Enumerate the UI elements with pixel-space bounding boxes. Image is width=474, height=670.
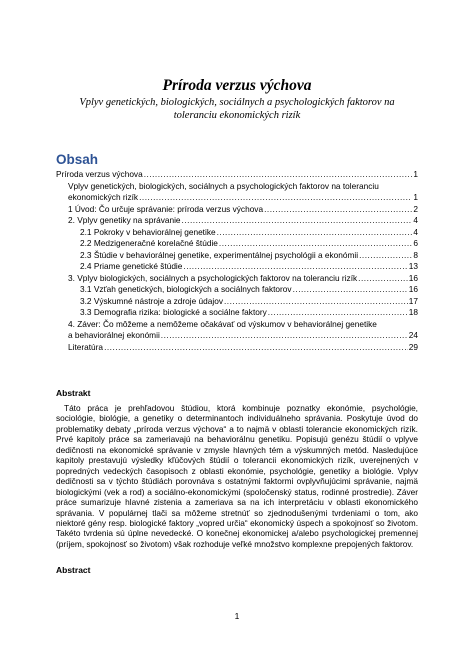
- toc-dot-leader: [268, 307, 408, 319]
- toc-dot-leader: [359, 250, 412, 262]
- toc-entry[interactable]: [80, 250, 418, 262]
- toc-dot-leader: [358, 273, 408, 285]
- toc-entry-page: 6: [413, 238, 418, 248]
- toc-entry[interactable]: [80, 296, 418, 308]
- toc-entry-page: 13: [408, 261, 418, 271]
- toc-entry-page: 16: [408, 272, 418, 283]
- page-number: 1: [234, 611, 240, 621]
- toc-entry-page: 4: [413, 215, 418, 225]
- toc-entry-page: 8: [413, 249, 418, 260]
- document-title: Príroda verzus výchova: [162, 77, 312, 94]
- toc-dot-leader: [161, 330, 408, 342]
- toc-dot-leader: [219, 238, 412, 250]
- toc-dot-leader: [217, 227, 413, 239]
- toc-entry-label: Príroda verzus výchova: [56, 169, 143, 179]
- toc-heading: Obsah: [56, 152, 99, 167]
- toc-entry[interactable]: [56, 169, 418, 181]
- toc-entry-label: Literatúra: [68, 341, 104, 352]
- toc-entry-label: 4. Záver: Čo môžeme a nemôžeme očakávať od výskumov v behaviorálnej genetike: [68, 318, 377, 329]
- toc-entry-label: 3.1 Vzťah genetických, biologických a sociálnych faktorov: [80, 284, 292, 294]
- abstract-body: Táto práca je prehľadovou štúdiou, ktorá kombinuje poznatky ekonómie, psychológie, sociológie, biológie, a genetiky o determinantoch individuálneho správania. Poskytuje úvod do problematiky debaty „príroda verzus výchova“ a to najmä v oblasti tolerancie ekonomických rizík. Prvé kapitoly práce sa zameriavajú na behaviorálnu genetiku. Popisujú genézu štúdií o vplyve dedičnosti na ekonomické správanie v zmysle hlavných tém a výskumných metód. Nasledujúce kapitoly prestavujú výsledky kľúčových štúdií o tolerancii ekonomických rizík, uverejnených v popredných vedeckých časopisoch z oblasti ekonómie, psychológie, genetiky a biológie. Vplyv dedičnosti sa v týchto štúdiách porovnáva s ostatnými faktormi ovplyvňujúcimi správanie, najmä biologickými (vek a rod) a sociálno-ekonomickými (spoločenský status, rodinné prostredie). Záver práce sumarizuje hlavné zistenia a zameriava sa na ich interpretáciu v oblasti ekonomického správania. V populárnej tlači sa môžeme stretnúť so zjednodušenými tvrdeniami o tom, ako niektoré gény resp. biologické faktory „vopred určia“ ekonomický úspech a spokojnosť so životom. Takéto tvrdenia sú úplne nevedecké. O konečnej ekonomickej a/alebo psychologickej premennej (príjem, spokojnosť so životom) však rozhoduje veľké množstvo komplexne prepojených faktorov.: [56, 403, 418, 549]
- toc-entry[interactable]: [80, 284, 418, 296]
- toc-dot-leader: [104, 342, 408, 354]
- toc-entry-label: 2.1 Pokroky v behaviorálnej genetike: [80, 226, 216, 237]
- toc-entry[interactable]: [68, 319, 418, 342]
- toc-entry[interactable]: [68, 342, 418, 354]
- toc-entry-label: 3.3 Demografia rizika: biologické a sociálne faktory: [80, 307, 267, 317]
- toc-dot-leader: [183, 261, 407, 273]
- toc-entry[interactable]: [68, 204, 418, 216]
- toc-entry-page: 1: [413, 192, 418, 202]
- document-subtitle: Vplyv genetických, biologických, sociálnych a psychologických faktorov na toleranciu ekonomických rizík: [79, 97, 395, 121]
- toc-entry-label: 1 Úvod: Čo určuje správanie: príroda verzus výchova: [68, 203, 264, 214]
- toc-entry-label: 2.4 Priame genetické štúdie: [80, 261, 183, 271]
- toc-entry-label-continued: ekonomických rizík: [68, 192, 139, 202]
- toc-dot-leader: [182, 215, 413, 227]
- toc-entry-page: 4: [413, 226, 418, 237]
- abstract-heading: Abstrakt: [56, 388, 91, 398]
- toc-entry-page: 29: [408, 341, 418, 352]
- toc-entry[interactable]: [68, 273, 418, 285]
- toc-entry[interactable]: [80, 261, 418, 273]
- toc-entry-label: 2.2 Medzigeneračné korelačné štúdie: [80, 238, 218, 248]
- toc-entry[interactable]: [80, 307, 418, 319]
- toc-entry[interactable]: [68, 181, 418, 204]
- toc-entry-label: Vplyv genetických, biologických, sociálnych a psychologických faktorov na toleranciu: [68, 180, 379, 191]
- toc-dot-leader: [144, 169, 413, 181]
- toc-entry-page: 1: [413, 169, 418, 179]
- toc-entry-label-continued: a behaviorálnej ekonómii: [68, 330, 160, 340]
- toc-entry[interactable]: [68, 215, 418, 227]
- toc-entry-page: 18: [408, 307, 418, 317]
- toc-entry-label: 3. Vplyv biologických, sociálnych a psychologických faktorov na toleranciu rizík: [68, 272, 358, 283]
- toc-dot-leader: [293, 284, 408, 296]
- abstract-heading-english: Abstract: [56, 565, 91, 575]
- toc-dot-leader: [264, 204, 412, 216]
- toc-entry-label: 2. Vplyv genetiky na správanie: [68, 215, 181, 225]
- toc-entry-page: 24: [408, 330, 418, 340]
- toc-entry-label: 2.3 Štúdie v behaviorálnej genetike, experimentálnej psychológii a ekonómii: [80, 249, 359, 260]
- toc-entry[interactable]: [80, 227, 418, 239]
- toc-entry-label: 3.2 Výskumné nástroje a zdroje údajov: [80, 295, 223, 306]
- toc-entry-page: 2: [413, 203, 418, 214]
- table-of-contents: [56, 169, 418, 353]
- toc-dot-leader: [139, 192, 412, 204]
- toc-entry[interactable]: [80, 238, 418, 250]
- toc-entry-page: 17: [408, 295, 418, 306]
- toc-dot-leader: [224, 296, 408, 308]
- toc-entry-page: 16: [408, 284, 418, 294]
